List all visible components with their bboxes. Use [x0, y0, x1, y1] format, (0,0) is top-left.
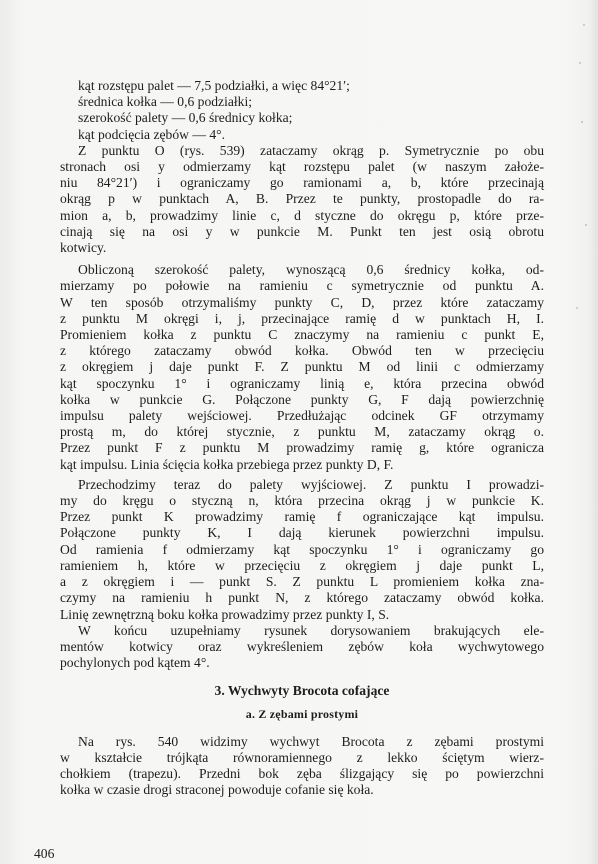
scan-dust [579, 62, 581, 64]
paragraph-3-line-3: Przez punkt K prowadzimy ramię f ograniczające kąt impulsu. [60, 509, 544, 525]
section-title: 3. Wychwyty Brocota cofające [214, 683, 390, 699]
spec-line-1: kąt rozstępu palet — 7,5 podziałki, a więc 84°21′; [78, 78, 350, 93]
scan-dust [581, 121, 583, 123]
paragraph-1-line-1: Z punktu O (rys. 539) zataczamy okrąg p. Symetrycznie po obu [78, 142, 544, 158]
paragraph-2-line-10: impulsu palety wejściowej. Przedłużając odcinek GF otrzymamy [60, 408, 544, 424]
paragraph-1-line-2: stronach osi y odmierzamy kąt rozstępu palet (w naszym założe- [60, 159, 544, 175]
paragraph-2-line-8: kąt spoczynku 1° i ograniczamy linią e, która przecina obwód [60, 375, 544, 391]
paragraph-3-line-6: ramieniem h, które w przecięciu z okręgiem j daje punkt L, [60, 557, 544, 573]
final-paragraph-line-3: chołkiem (trapezu). Przedni bok zęba ślizgający się po powierzchni [60, 766, 544, 782]
paragraph-1-line-6: cinają się na osi y w punkcie M. Punkt ten jest osią obrotu [60, 223, 544, 239]
paragraph-4-line-1: W końcu uzupełniamy rysunek dorysowaniem brakujących ele- [78, 622, 544, 638]
paragraph-2-line-1: Obliczoną szerokość palety, wynoszącą 0,6 średnicy kołka, od- [78, 262, 544, 278]
subsection-title: a. Z zębami prostymi [245, 706, 359, 721]
spec-list [60, 78, 544, 143]
paragraph-4 [60, 623, 544, 672]
paragraph-3-line-4: Połączone punkty K, I dają kierunek powierzchni impulsu. [60, 525, 544, 541]
scan-dust [585, 224, 587, 226]
paragraph-2-line-12: Przez punkt F z punktu M prowadzimy ramię g, które ogranicza [60, 440, 544, 456]
paragraph-3-line-1: Przechodzimy teraz do palety wyjściowej. Z punktu I prowadzi- [78, 476, 544, 492]
spec-line-4: kąt podcięcia zębów — 4°. [78, 126, 225, 142]
paragraph-3-line-5: Od ramienia f odmierzamy kąt spoczynku 1° i ograniczamy go [60, 541, 544, 557]
paragraph-2 [60, 262, 544, 473]
paragraph-1-line-5: mion a, b, prowadzimy linie c, d styczne do okręgu p, które prze- [60, 207, 544, 223]
paragraph-4-line-3: pochylonych pod kątem 4°. [60, 655, 210, 671]
paragraph-3-line-7: a z okręgiem i — punkt S. Z punktu L promieniem kołka zna- [60, 574, 544, 590]
paragraph-1-line-7: kotwicy. [60, 240, 107, 256]
page-number: 406 [34, 846, 55, 861]
paragraph-2-line-3: W ten sposób otrzymaliśmy punkty C, D, przez które zataczamy [60, 294, 544, 310]
paragraph-2-line-9: kołka w punkcie G. Połączone punkty G, F dają powierzchnię [60, 391, 544, 407]
paragraph-2-line-6: z którego zataczamy obwód kołka. Obwód ten w przecięciu [60, 343, 544, 359]
paragraph-2-line-11: prostą m, do której stycznie, z punktu M, zataczamy okrąg o. [60, 424, 544, 440]
paragraph-2-line-13: kąt impulsu. Linia ścięcia kołka przebiega przez punkty D, F. [60, 456, 394, 472]
spec-line-2: średnica kołka — 0,6 podziałki; [78, 94, 253, 110]
page-edge-shadow [588, 0, 598, 864]
paragraph-2-line-7: z okręgiem j daje punkt F. Z punktu M od linii c odmierzamy [60, 359, 544, 375]
paragraph-3-line-8: czymy na ramieniu h punkt N, z którego zataczamy obwód kołka. [60, 590, 544, 606]
document-body [60, 78, 544, 799]
final-paragraph-line-4: kołka w czasie drogi straconej powoduje cofanie się koła. [60, 782, 374, 798]
paragraph-1-line-4: okrąg p w punktach A, B. Przez te punkty, prostopadle do ra- [60, 191, 544, 207]
final-paragraph-line-1: Na rys. 540 widzimy wychwyt Brocota z zębami prostymi [78, 733, 544, 749]
paragraph-4-line-2: mentów kotwicy oraz wykreśleniem zębów koła wychwytowego [60, 638, 544, 654]
paragraph-2-line-5: Promieniem kołka z punktu C znaczymy na ramieniu c punkt E, [60, 327, 544, 343]
paragraph-2-line-4: z punktu M okręgi i, j, przecinające ramię d w punktach H, I. [60, 310, 544, 326]
paragraph-1 [60, 143, 544, 256]
scan-dust [583, 24, 585, 26]
paragraph-1-line-3: niu 84°21′) i ograniczamy go ramionami a, b, które przecinają [60, 175, 544, 191]
paragraph-3-line-2: my do kręgu o styczną n, która przecina okrąg j w punkcie K. [60, 493, 544, 509]
final-paragraph [60, 734, 544, 799]
paragraph-3 [60, 477, 544, 623]
spec-line-3: szerokość palety — 0,6 średnicy kołka; [78, 110, 293, 126]
paragraph-2-line-2: mierzamy po połowie na ramieniu c symetrycznie od punktu A. [60, 278, 544, 294]
final-paragraph-line-2: w kształcie trójkąta równoramiennego z lekko ściętym wierz- [60, 749, 544, 765]
paragraph-3-line-9: Linię zewnętrzną boku kołka prowadzimy przez punkty I, S. [60, 606, 390, 622]
scan-dust [576, 307, 578, 309]
